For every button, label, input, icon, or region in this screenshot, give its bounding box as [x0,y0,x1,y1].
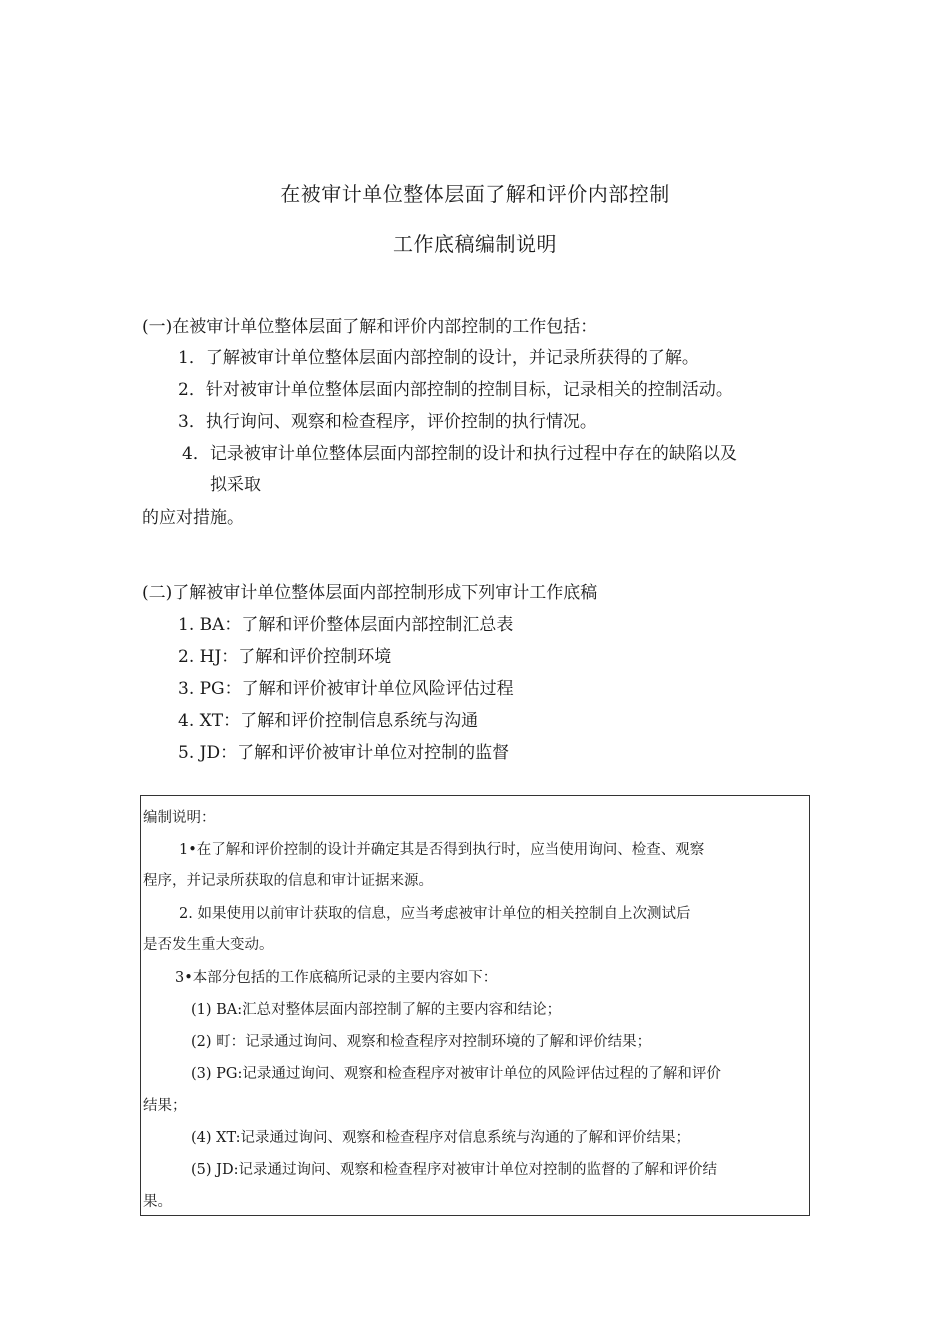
notes-line: 2. 如果使用以前审计获取的信息，应当考虑被审计单位的相关控制自上次测试后 [179,906,691,922]
document-title-line1: 在被审计单位整体层面了解和评价内部控制 [280,182,670,206]
section1-item: 4．记录被审计单位整体层面内部控制的设计和执行过程中存在的缺陷以及 [182,444,737,464]
document-title-line2: 工作底稿编制说明 [393,232,557,256]
notes-line: 结果； [143,1098,187,1114]
section2-item: 2. HJ：了解和评价控制环境 [178,647,392,667]
section1-item-continuation: 的应对措施。 [142,508,244,528]
notes-line: 果。 [143,1194,172,1210]
notes-line: (4) XT:记录通过询问、观察和检查程序对信息系统与沟通的了解和评价结果； [191,1130,691,1146]
notes-box [140,795,810,1216]
notes-line: (3) PG:记录通过询问、观察和检查程序对被审计单位的风险评估过程的了解和评价 [191,1066,721,1082]
notes-line: (5) JD:记录通过询问、观察和检查程序对被审计单位对控制的监督的了解和评价结 [191,1162,717,1178]
section2-item: 3. PG：了解和评价被审计单位风险评估过程 [178,679,514,699]
section2-item: 4. XT：了解和评价控制信息系统与沟通 [178,711,479,731]
notes-line: (1) BA:汇总对整体层面内部控制了解的主要内容和结论； [191,1002,562,1018]
notes-line: 1•在了解和评价控制的设计并确定其是否得到执行时，应当使用询问、检查、观察 [179,842,705,858]
notes-line: 程序，并记录所获取的信息和审计证据来源。 [143,873,433,889]
notes-heading: 编制说明： [143,810,216,826]
section1-item: 3．执行询问、观察和检查程序，评价控制的执行情况。 [178,412,597,432]
section2-item: 1. BA：了解和评价整体层面内部控制汇总表 [178,615,514,635]
section1-item: 1．了解被审计单位整体层面内部控制的设计，并记录所获得的了解。 [178,348,699,368]
section1-item: 2．针对被审计单位整体层面内部控制的控制目标，记录相关的控制活动。 [178,380,733,400]
section1-heading: (一)在被审计单位整体层面了解和评价内部控制的工作包括： [142,317,598,337]
notes-line: (2) 町：记录通过询问、观察和检查程序对控制环境的了解和评价结果； [191,1034,652,1050]
notes-line: 是否发生重大变动。 [143,937,274,953]
section2-item: 5. JD：了解和评价被审计单位对控制的监督 [178,743,510,763]
notes-line: 3•本部分包括的工作底稿所记录的主要内容如下： [175,970,498,986]
section1-item-continuation: 拟采取 [210,475,261,495]
section2-heading: (二)了解被审计单位整体层面内部控制形成下列审计工作底稿 [142,583,598,603]
